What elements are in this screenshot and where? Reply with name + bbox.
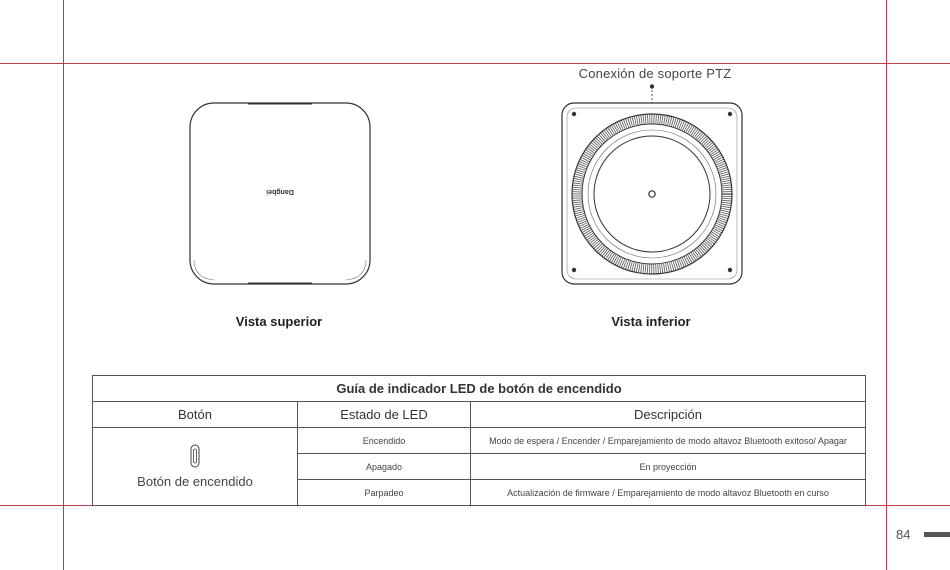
led-description: Actualización de firmware / Emparejamiento de modo altavoz Bluetooth en curso	[471, 480, 866, 506]
header-button: Botón	[93, 402, 298, 428]
margin-guide-top	[0, 63, 950, 64]
ptz-connection-label: Conexión de soporte PTZ	[578, 66, 732, 81]
led-description: En proyección	[471, 454, 866, 480]
header-description: Descripción	[471, 402, 866, 428]
power-button-label: Botón de encendido	[137, 474, 253, 489]
header-led-state: Estado de LED	[298, 402, 471, 428]
bottom-view-illustration	[560, 84, 744, 286]
bottom-view-caption: Vista inferior	[611, 314, 691, 329]
led-state: Apagado	[298, 454, 471, 480]
table-row	[93, 428, 866, 454]
led-indicator-table	[92, 375, 866, 506]
top-view-caption: Vista superior	[235, 314, 323, 329]
led-state: Parpadeo	[298, 480, 471, 506]
page-number: 84	[896, 527, 911, 542]
table-title: Guía de indicador LED de botón de encendido	[93, 376, 866, 402]
led-state: Encendido	[298, 428, 471, 454]
margin-guide-left	[63, 0, 64, 570]
power-button-cell	[93, 428, 298, 506]
logo-text: Dangbei	[266, 188, 294, 195]
power-button-icon	[190, 444, 200, 468]
page-number-bar	[924, 532, 950, 537]
led-description: Modo de espera / Encender / Emparejamiento de modo altavoz Bluetooth exitoso/ Apagar	[471, 428, 866, 454]
margin-guide-right	[886, 0, 887, 570]
top-view-illustration	[188, 100, 372, 286]
